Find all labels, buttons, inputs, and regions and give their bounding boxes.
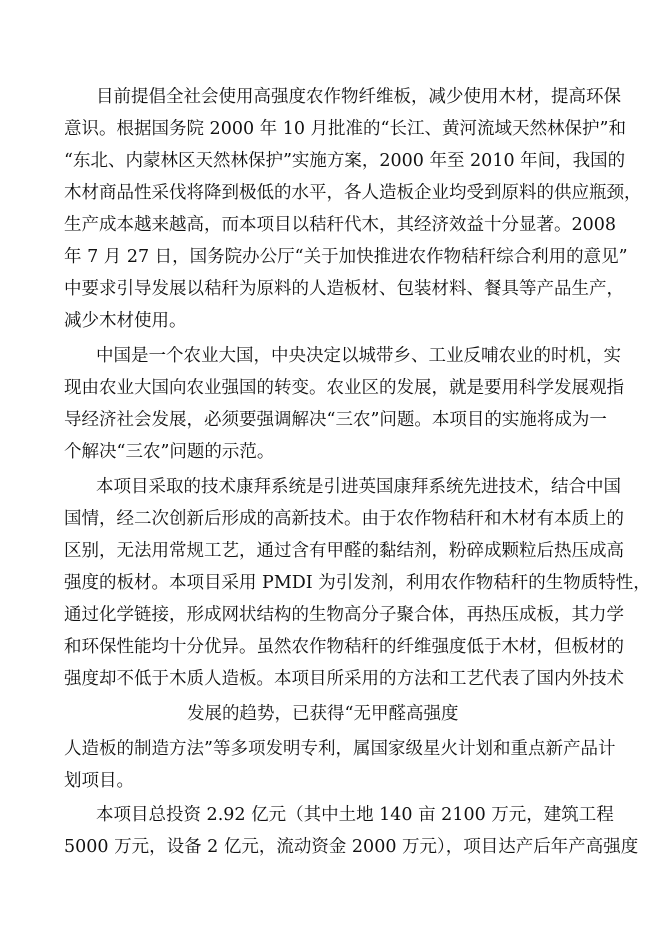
p3-line-8: 发展的趋势，已获得“无甲醛高强度 [187, 704, 459, 724]
p2-line-4: 个解决“三农”问题的示范。 [64, 442, 275, 462]
p2-line-1: 中国是一个农业大国，中央决定以城带乡、工业反哺农业的时机，实 [96, 346, 621, 366]
p1-line-7: 中要求引导发展以秸秆为原料的人造板材、包装材料、餐具等产品生产， [64, 279, 624, 299]
p2-line-3: 导经济社会发展，必须要强调解决“三农”问题。本项目的实施将成为一 [64, 410, 607, 430]
p3-line-5: 通过化学链接，形成网状结构的生物高分子聚合体，再热压成板，其力学 [64, 605, 624, 625]
p3-line-9: 人造板的制造方法”等多项发明专利，属国家级星火计划和重点新产品计 [64, 739, 616, 759]
p4-line-1: 本项目总投资 2.92 亿元（其中土地 140 亩 2100 万元，建筑工程 [96, 805, 614, 825]
p3-line-1: 本项目采取的技术康拜系统是引进英国康拜系统先进技术，结合中国 [96, 477, 621, 497]
p1-line-3: “东北、内蒙林区天然林保护”实施方案，2000 年至 2010 年间，我国的 [64, 151, 626, 171]
p3-line-2: 国情，经二次创新后形成的高新技术。由于农作物秸秆和木材有本质上的 [64, 509, 624, 529]
p1-line-6: 年 7 月 27 日，国务院办公厅“关于加快推进农作物秸秆综合利用的意见” [64, 247, 628, 267]
p3-line-4: 强度的板材。本项目采用 PMDI 为引发剂，利用农作物秸秆的生物质特性， [64, 573, 651, 593]
p2-line-2: 现由农业大国向农业强国的转变。农业区的发展，就是要用科学发展观指 [64, 378, 624, 398]
p1-line-1: 目前提倡全社会使用高强度农作物纤维板，减少使用木材，提高环保 [96, 87, 621, 107]
p3-line-10: 划项目。 [64, 771, 134, 791]
p1-line-2: 意识。根据国务院 2000 年 10 月批准的“长江、黄河流域天然林保护”和 [64, 119, 626, 139]
p1-line-5: 生产成本越来越高，而本项目以秸秆代木，其经济效益十分显著。2008 [64, 215, 617, 235]
p3-line-7: 强度却不低于木质人造板。本项目所采用的方法和工艺代表了国内外技术 [64, 669, 624, 689]
p4-line-2: 5000 万元，设备 2 亿元，流动资金 2000 万元），项目达产后年产高强度 [64, 837, 639, 857]
p3-line-3: 区别，无法用常规工艺，通过含有甲醛的黏结剂，粉碎成颗粒后热压成高 [64, 541, 624, 561]
p1-line-4: 木材商品性采伐将降到极低的水平，各人造板企业均受到原料的供应瓶颈， [64, 183, 642, 203]
p3-line-6: 和环保性能均十分优异。虽然农作物秸秆的纤维强度低于木材，但板材的 [64, 637, 624, 657]
p1-line-8: 减少木材使用。 [64, 311, 187, 331]
